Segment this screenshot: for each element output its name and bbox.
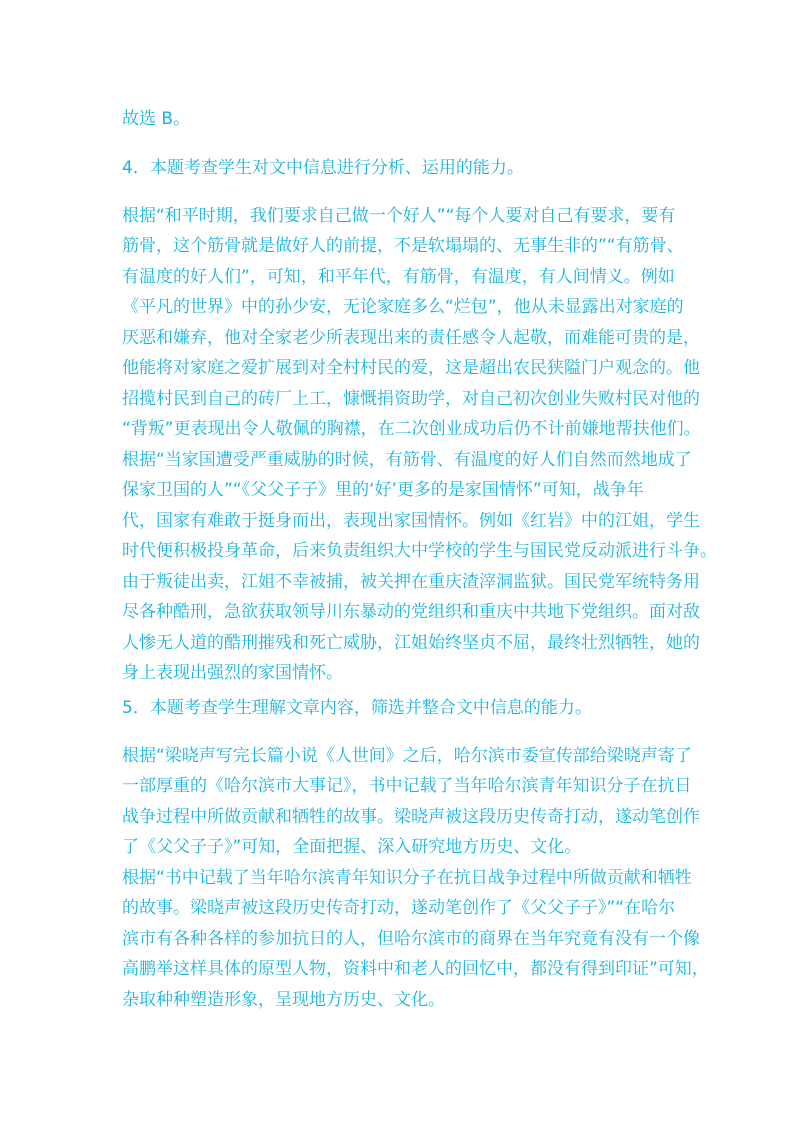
text-line: “背叛”更表现出令人敬佩的胸襟，在二次创业成功后仍不计前嫌地帮扶他们。 (122, 419, 701, 439)
document-page (122, 104, 717, 1015)
text-line: 尽各种酷刑，急欲获取领导川东暴动的党组织和重庆中共地下党组织。面对敌 (122, 602, 700, 622)
text-line: 的故事。梁晓声被这段历史传奇打动，遂动笔创作了《父父子子》”“在哈尔 (122, 898, 676, 918)
text-line: 高鹏举这样具体的原型人物，资料中和老人的回忆中，都没有得到印证”可知， (122, 959, 709, 979)
text-line: 有温度的好人们”，可知，和平年代，有筋骨，有温度，有人间情义。例如 (122, 266, 675, 287)
text-line: 他能将对家庭之爱扩展到对全村村民的爱，这是超出农民狭隘门户观念的。他 (122, 358, 700, 378)
text-line: 保家卫国的人”“《父父子子》里的‘好’更多的是家国情怀”可知，战争年 (122, 480, 644, 500)
text-line: 杂取种种塑造形象，呈现地方历史、文化。 (122, 989, 445, 1010)
text-line: 滨市有各种各样的参加抗日的人，但哈尔滨市的商界在当年究竟有没有一个像 (122, 928, 700, 949)
text-line: 厌恶和嫌弃，他对全家老少所表现出来的责任感令人起敬，而难能可贵的是， (122, 327, 700, 348)
text-line: 一部厚重的《哈尔滨市大事记》，书中记载了当年哈尔滨青年知识分子在抗日 (122, 776, 692, 796)
question-4-paragraph-1 (122, 201, 701, 445)
text-line: 筋骨，这个筋骨就是做好人的前提，不是软塌塌的、无事生非的”“有筋骨、 (122, 236, 684, 256)
text-line: 根据“和平时期，我们要求自己做一个好人”“每个人要对自己有要求，要有 (122, 205, 676, 226)
question-4-title: 4．本题考查学生对文中信息进行分析、运用的能力。 (122, 157, 524, 178)
question-5-paragraph-1 (122, 741, 700, 863)
text-line: 根据“梁晓声写完长篇小说《人世间》之后，哈尔滨市委宣传部给梁晓声寄了 (122, 745, 692, 766)
text-line: 招揽村民到自己的砖厂上工，慷慨捐资助学，对自己初次创业失败村民对他的 (122, 388, 700, 409)
text-line: 《平凡的世界》中的孙少安，无论家庭多么“烂包”，他从未显露出对家庭的 (122, 297, 684, 317)
text-line: 身上表现出强烈的家国情怀。 (122, 663, 343, 683)
question-5-title: 5．本题考查学生理解文章内容，筛选并整合文中信息的能力。 (122, 697, 592, 718)
text-line: 由于叛徒出卖，江姐不幸被捕，被关押在重庆渣滓洞监狱。国民党军统特务用 (122, 571, 700, 592)
text-line: 代，国家有难敢于挺身而出，表现出家国情怀。例如《红岩》中的江姐，学生 (122, 510, 700, 531)
answer-line: 故选 B。 (122, 109, 191, 129)
question-4-paragraph-2 (122, 445, 717, 689)
text-line: 了《父父子子》”可知，全面把握、深入研究地方历史、文化。 (122, 837, 582, 857)
question-5-paragraph-2 (122, 863, 709, 1016)
text-line: 战争过程中所做贡献和牺牲的故事。梁晓声被这段历史传奇打动，遂动笔创作 (122, 806, 700, 827)
text-line: 时代便积极投身革命，后来负责组织大中学校的学生与国民党反动派进行斗争。 (122, 541, 717, 561)
text-line: 根据“当家国遭受严重威胁的时候，有筋骨、有温度的好人们自然而然地成了 (122, 449, 692, 470)
text-line: 人惨无人道的酷刑摧残和死亡威胁，江姐始终坚贞不屈，最终壮烈牺牲，她的 (122, 632, 700, 653)
text-line: 根据“书中记载了当年哈尔滨青年知识分子在抗日战争过程中所做贡献和牺牲 (122, 867, 692, 888)
